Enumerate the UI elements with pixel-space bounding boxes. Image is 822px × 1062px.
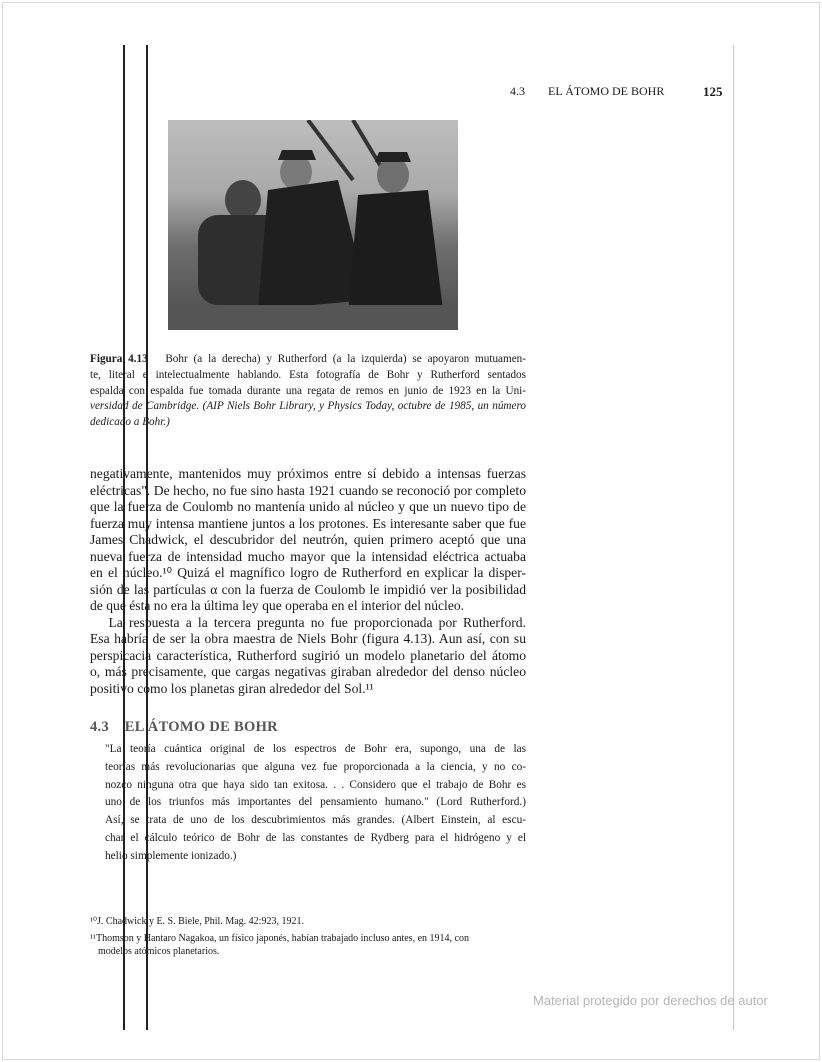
footnotes [90, 915, 526, 958]
copyright-watermark: Material protegido por derechos de autor [533, 993, 768, 1008]
epigraph-quotes [105, 741, 526, 866]
section-title: EL ÁTOMO DE BOHR [124, 719, 278, 735]
figure-caption [90, 352, 526, 431]
body-line: positivo como los planetas giran alrededor del Sol.¹¹ [90, 680, 374, 696]
figure-label: Figura 4.13 [90, 353, 148, 365]
body-line: que la fuerza de Coulomb no mantenía unido al núcleo y que un nuevo tipo de [90, 499, 526, 514]
body-line: en el núcleo.¹⁰ Quizá el magnífico logro de Rutherford en explicar la disper- [90, 565, 526, 580]
caption-line: dedicado a Bohr.) [90, 416, 170, 429]
quote-line: "La teoría cuántica original de los espectros de Bohr era, supongo, una de las [105, 743, 526, 755]
body-line: James Chadwick, el descubridor del neutrón, quien primero aceptó que una [90, 532, 526, 547]
body-line: de que ésta no era la última ley que operaba en el interior del núcleo. [90, 598, 465, 613]
body-line: nueva fuerza de intensidad mucho mayor que la intensidad eléctrica actuaba [90, 548, 526, 564]
quote-line: helio simplemente ionizado.) [105, 849, 237, 862]
quote-line: teorías más revolucionarias que alguna vez fue proporcionada a la ciencia, y no co- [105, 760, 526, 773]
figure-photo-bohr-rutherford [168, 120, 458, 330]
quote-line: nozco ninguna otra que haya sido tan exitosa. . . Considero que el trabajo de Bohr es [105, 778, 526, 791]
body-line: o, más precisamente, que cargas negativas giraban alrededor del denso núcleo [90, 664, 526, 679]
section-number: 4.3 [90, 719, 110, 735]
caption-line: te, literal e intelectualmente hablando. Esta fotografía de Bohr y Rutherford sentados [90, 368, 526, 381]
header-title: EL ÁTOMO DE BOHR [548, 84, 665, 98]
caption-line: versidad de Cambridge. (AIP Niels Bohr Library, y Physics Today, octubre de 1985, un número [90, 400, 526, 413]
body-line: perspicacia característica, Rutherford sugirió un modelo planetario del átomo [90, 647, 526, 663]
section-heading [90, 719, 278, 736]
quote-line: Así, se trata de uno de los descubrimientos más grandes. (Albert Einstein, al escu- [105, 814, 526, 827]
body-line: fuerza muy intensa mantiene juntos a los protones. Es interesante saber que fue [90, 515, 526, 531]
body-text [90, 466, 526, 697]
body-line: La respuesta a la tercera pregunta no fue proporcionada por Rutherford. [90, 614, 526, 630]
caption-line: Bohr (a la derecha) y Rutherford (a la izquierda) se apoyaron mutuamen- [165, 353, 527, 365]
caption-line: espalda con espalda fue tomada durante una regata de remos en junio de 1923 en la Uni- [90, 384, 526, 397]
header-section-number: 4.3 [510, 84, 525, 98]
quote-line: uno de los triunfos más importantes del pensamiento humano." (Lord Rutherford.) [105, 796, 526, 809]
footnote-11: ¹¹Thomson y Hantaro Nagakoa, un físico japonés, habían trabajado incluso antes, en 1914, con [90, 933, 469, 944]
page-number: 125 [703, 84, 723, 99]
quote-line: char el cálculo teórico de Bohr de las constantes de Rydberg para el hidrógeno y el [105, 831, 526, 844]
body-line: eléctricas". De hecho, no fue sino hasta 1921 cuando se reconoció por completo [90, 482, 526, 498]
body-line: Esa habría de ser la obra maestra de Niels Bohr (figura 4.13). Aun así, con su [90, 631, 526, 646]
page-edge-line [733, 45, 734, 1030]
body-line: sión de las partículas α con la fuerza de Coulomb le impidió ver la posibilidad [90, 581, 526, 597]
footnote-10: ¹⁰J. Chadwick y E. S. Biele, Phil. Mag. 42:923, 1921. [90, 916, 304, 927]
footnote-11-cont: modelos atómicos planetarios. [98, 946, 220, 957]
body-line: negativamente, mantenidos muy próximos entre sí debido a intensas fuerzas [90, 466, 526, 481]
